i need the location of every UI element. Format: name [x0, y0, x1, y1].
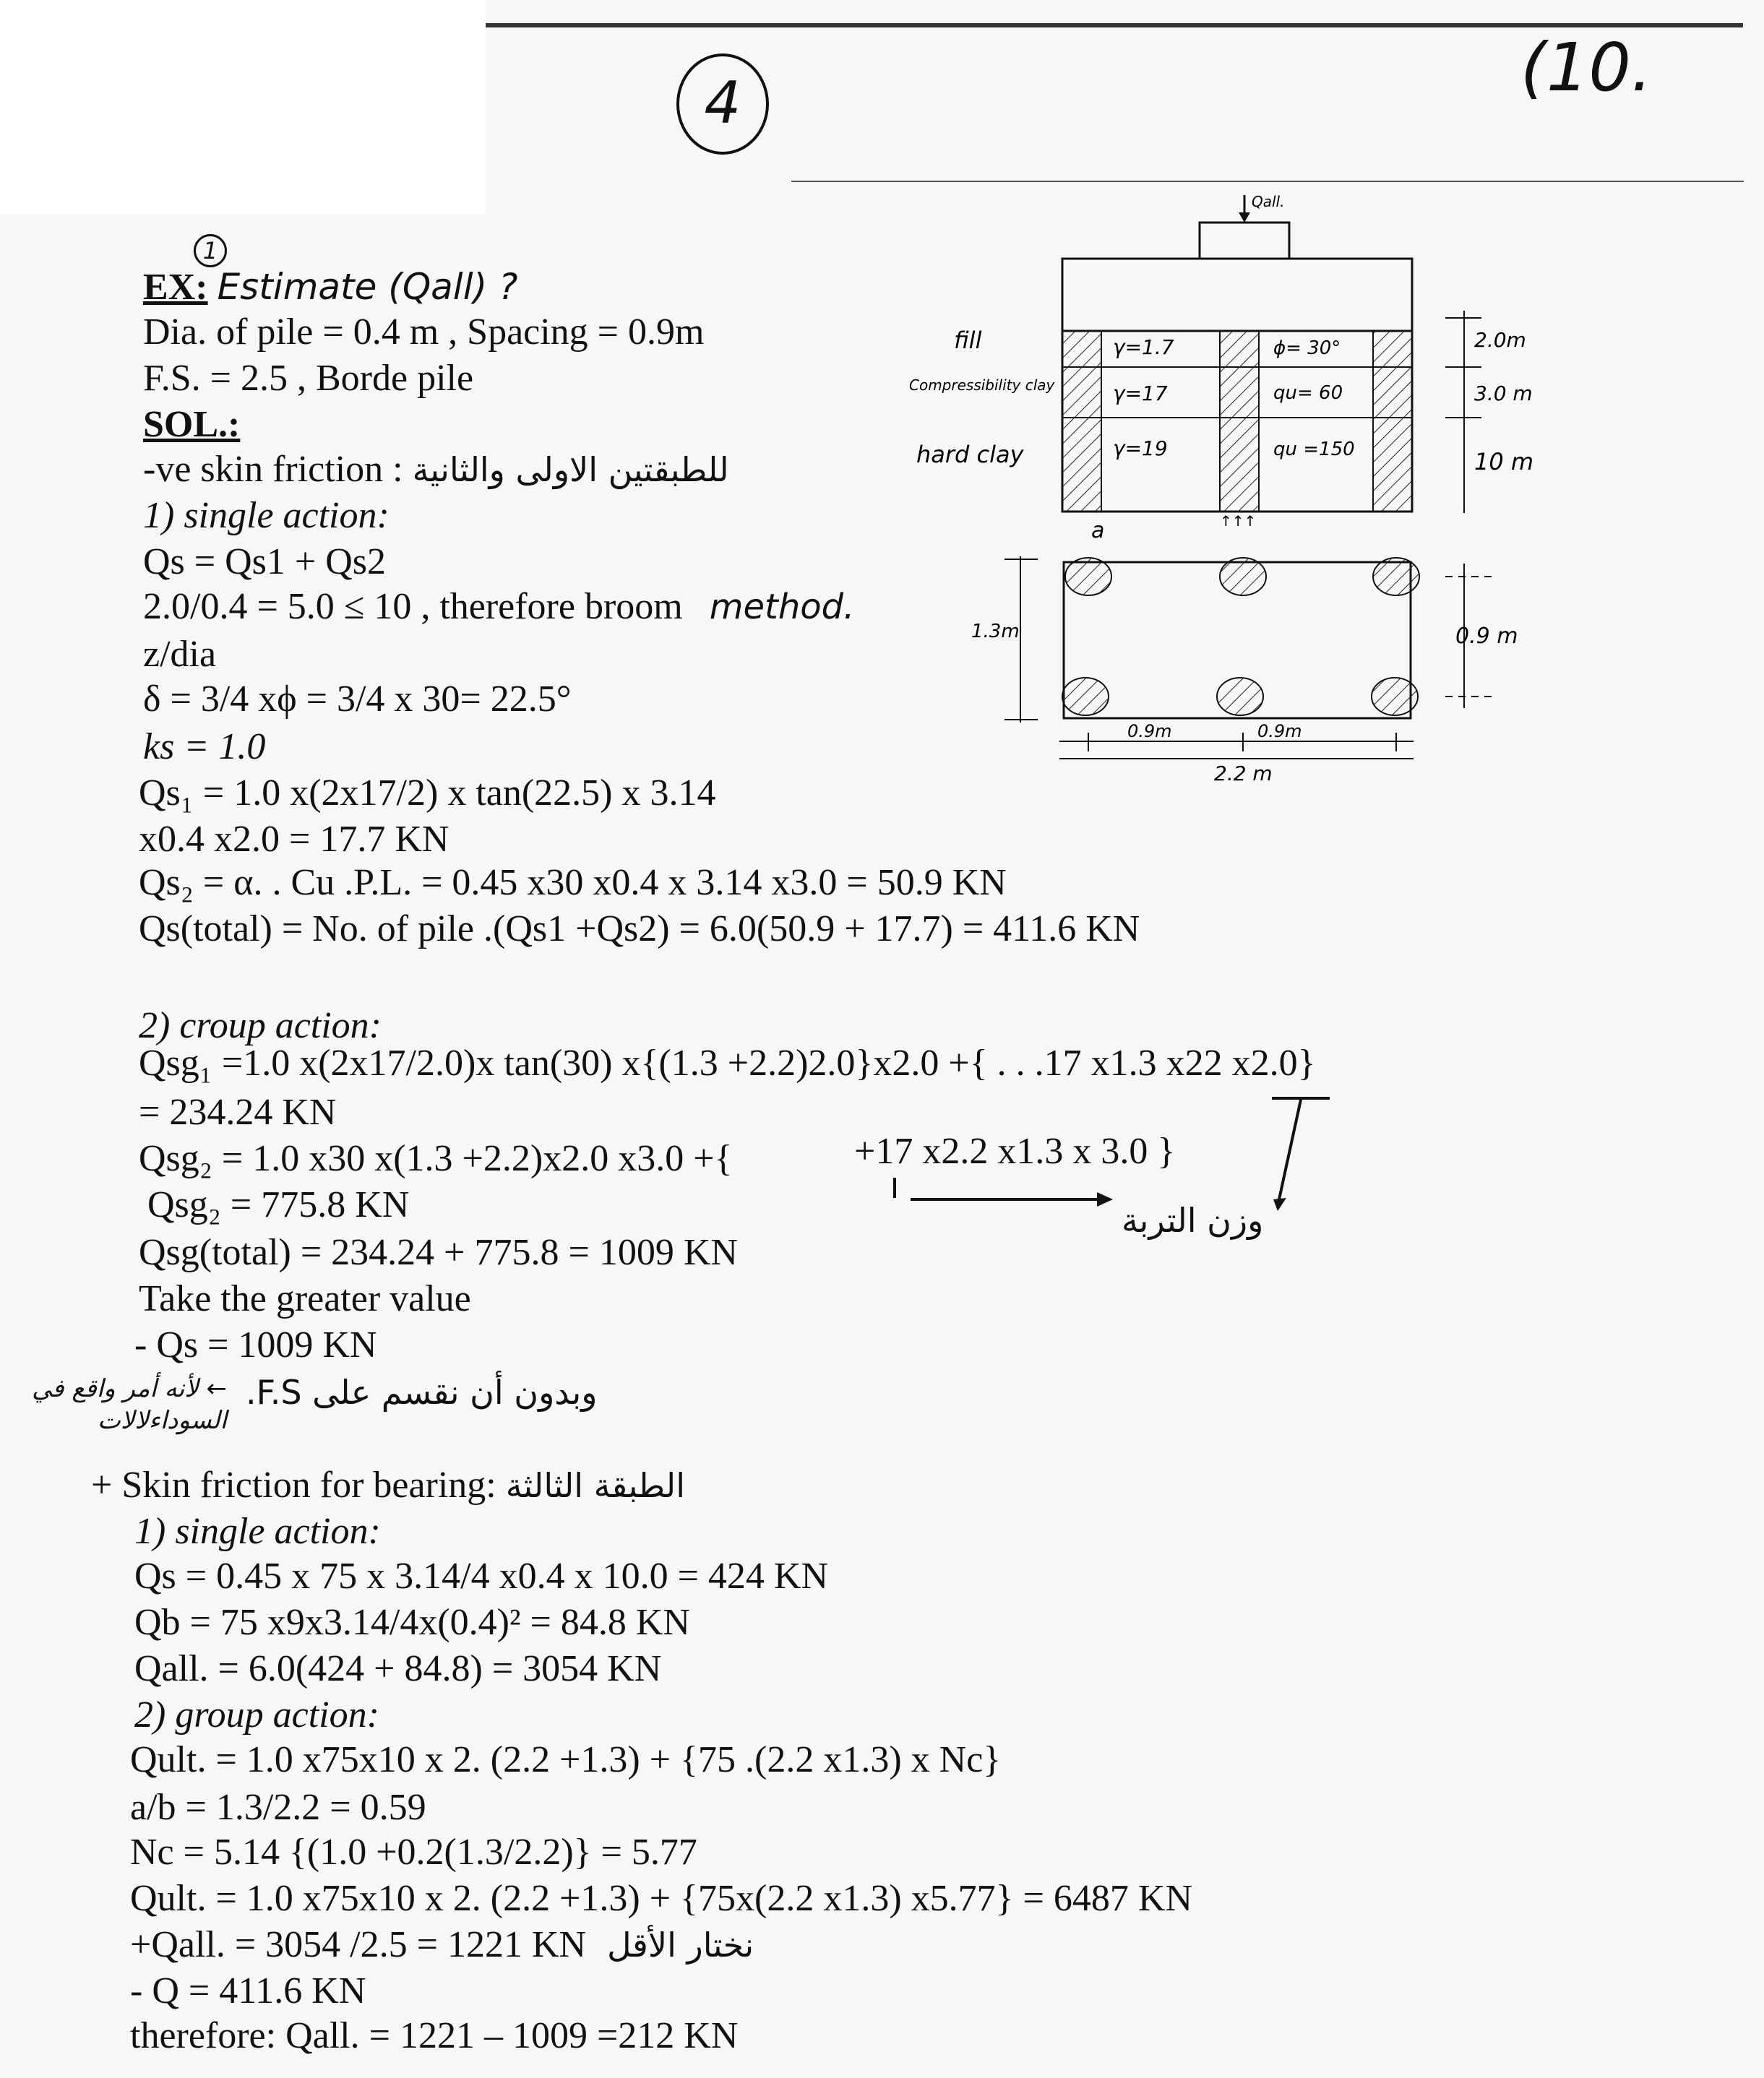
bearing-group-0: Qult. = 1.0 x75x10 x 2. (2.2 +1.3) + {75 .(2.2 x1.3) x Nc} [130, 1739, 1002, 1780]
example-line-1: Dia. of pile = 0.4 m , Spacing = 0.9m [143, 311, 705, 353]
neg-skin-title-ar: للطبقتين الاولى والثانية [412, 450, 729, 489]
neg-line-2: z/dia [143, 634, 217, 675]
example-heading [143, 266, 518, 308]
bearing-group-title: 2) group action: [134, 1694, 379, 1736]
plan-spacing-x1: 0.9m [1127, 721, 1172, 741]
pile-middle [1220, 331, 1259, 512]
bearing-group-6: therefore: Qall. = 1221 – 1009 =212 KN [130, 2015, 739, 2056]
neg-group-3: +17 x2.2 x1.3 x 3.0 } [854, 1131, 1176, 1172]
neg-group-7: - Qs = 1009 KN [134, 1324, 377, 1366]
neg-group-5: Qsg(total) = 234.24 + 775.8 = 1009 KN [139, 1232, 738, 1273]
page-number-circle: 4 [676, 53, 769, 155]
pile-left [1062, 331, 1101, 512]
neg-line-4: ks = 1.0 [143, 726, 266, 767]
neg-group-title: 2) croup action: [139, 1005, 382, 1046]
pile-cap [1062, 259, 1412, 331]
plan-pile-2 [1220, 558, 1266, 595]
neg-single-title: 1) single action: [143, 495, 390, 536]
neg-line-1-text: 2.0/0.4 = 5.0 ≤ 10 , therefore broom [143, 586, 683, 627]
depth-2: 3.0 m [1474, 381, 1533, 405]
plan-pile-1 [1065, 558, 1111, 595]
choose-min-ar: نختار الأقل [607, 1926, 754, 1965]
plan-spacing-x2: 0.9m [1257, 721, 1302, 741]
example-label: EX: [143, 267, 208, 308]
layer-label-clay: Compressibility clay [909, 376, 1055, 394]
blank-corner [0, 0, 486, 214]
column [1200, 223, 1289, 259]
load-arrow-head [1239, 212, 1250, 223]
plan-pile-5 [1217, 678, 1263, 715]
solution-label: SOL.: [143, 404, 241, 445]
plan-width-label: 1.3m [971, 621, 1020, 642]
layer-label-hard-clay: hard clay [916, 441, 1024, 468]
example-task: Estimate (Qall) ? [217, 266, 518, 308]
param-qu-150: qu =150 [1273, 439, 1355, 460]
brace-arrow-line [1279, 1100, 1301, 1199]
neg-group-6: Take the greater value [139, 1278, 471, 1319]
pile-group-diagram [896, 181, 1619, 802]
bearing-group-5: - Q = 411.6 KN [130, 1970, 366, 2012]
corner-page-mark: (10. [1520, 29, 1653, 106]
layer-label-fill: fill [954, 327, 982, 354]
depth-1: 2.0m [1474, 328, 1526, 352]
neg-group-2: Qsg₂ = 1.0 x30 x(1.3 +2.2)x2.0 x3.0 +{ [139, 1138, 733, 1179]
hand-note-ar: ← لأنه أمر واقع في السوداءلالات [31, 1374, 227, 1435]
depth-3: 10 m [1474, 448, 1534, 475]
plan-length-label: 2.2 m [1214, 762, 1273, 785]
plan-pile-6 [1372, 678, 1418, 715]
soil-weight-arrows [867, 1084, 1373, 1228]
plan-pile-3 [1373, 558, 1419, 595]
gamma-2: γ=17 [1113, 381, 1168, 405]
neg-line-5: Qs₁ = 1.0 x(2x17/2) x tan(22.5) x 3.14 [139, 772, 716, 814]
neg-skin-title-en: -ve skin friction : [143, 449, 403, 490]
neg-group-0: Qsg₁ =1.0 x(2x17/2.0)x tan(30) x{(1.3 +2.2)2.0}x2.0 +{ . . .17 x1.3 x22 x2.0} [139, 1043, 1316, 1084]
neg-line-1 [143, 588, 854, 626]
example-line-2: F.S. = 2.5 , Borde pile [143, 358, 474, 399]
plan-spacing-y-label: 0.9 m [1455, 624, 1518, 649]
bearing-group-1: a/b = 1.3/2.2 = 0.59 [130, 1787, 426, 1828]
soil-arrow-head [1097, 1192, 1113, 1207]
no-fs-ar: وبدون أن نقسم على F.S. [246, 1373, 598, 1412]
bearing-single-1: Qb = 75 x9x3.14/4x(0.4)² = 84.8 KN [134, 1602, 690, 1643]
soil-weight-ar: وزن التربة [1122, 1201, 1264, 1240]
gamma-1: γ=1.7 [1113, 335, 1174, 359]
bearing-single-title: 1) single action: [134, 1511, 381, 1552]
neg-line-7: Qs₂ = α. . Cu .P.L. = 0.45 x30 x0.4 x 3.14 x3.0 = 50.9 KN [139, 862, 1007, 903]
bearing-single-0: Qs = 0.45 x 75 x 3.14/4 x0.4 x 10.0 = 424 KN [134, 1556, 828, 1597]
mark-a: a [1091, 518, 1105, 543]
param-qu-60: qu= 60 [1273, 382, 1343, 404]
bearing-title-ar: الطبقة الثالثة [505, 1466, 685, 1505]
neg-line-3: δ = 3/4 xϕ = 3/4 x 30= 22.5° [143, 678, 572, 720]
neg-line-6: x0.4 x2.0 = 17.7 KN [139, 819, 449, 860]
top-rule [486, 23, 1743, 27]
param-phi: ϕ= 30° [1273, 337, 1341, 359]
neg-skin-title [143, 451, 729, 488]
bearing-title-en: + Skin friction for bearing: [91, 1465, 496, 1506]
bearing-group-3: Qult. = 1.0 x75x10 x 2. (2.2 +1.3) + {75x(2.2 x1.3) x5.77} = 6487 KN [130, 1878, 1193, 1919]
plan-pile-4 [1062, 678, 1109, 715]
pile-right [1373, 331, 1412, 512]
toe-arrows: ↑↑↑ [1220, 512, 1257, 530]
gamma-3: γ=19 [1113, 436, 1168, 460]
bearing-single-2: Qall. = 6.0(424 + 84.8) = 3054 KN [134, 1648, 662, 1689]
neg-line-0: Qs = Qs1 + Qs2 [143, 541, 387, 582]
bearing-group-4 [130, 1926, 754, 1964]
bearing-title [91, 1467, 685, 1504]
neg-line-8: Qs(total) = No. of pile .(Qs1 +Qs2) = 6.0(50.9 + 17.7) = 411.6 KN [139, 908, 1140, 949]
neg-group-4: Qsg₂ = 775.8 KN [147, 1184, 410, 1225]
example-number: 1 [194, 234, 227, 267]
bearing-group-4-text: +Qall. = 3054 /2.5 = 1221 KN [130, 1924, 587, 1965]
neg-group-1: = 234.24 KN [139, 1092, 337, 1133]
method-hand: method. [709, 587, 855, 627]
bearing-group-2: Nc = 5.14 {(1.0 +0.2(1.3/2.2)} = 5.77 [130, 1832, 697, 1873]
load-label: Qall. [1252, 193, 1285, 210]
brace-arrow-head [1273, 1198, 1286, 1211]
